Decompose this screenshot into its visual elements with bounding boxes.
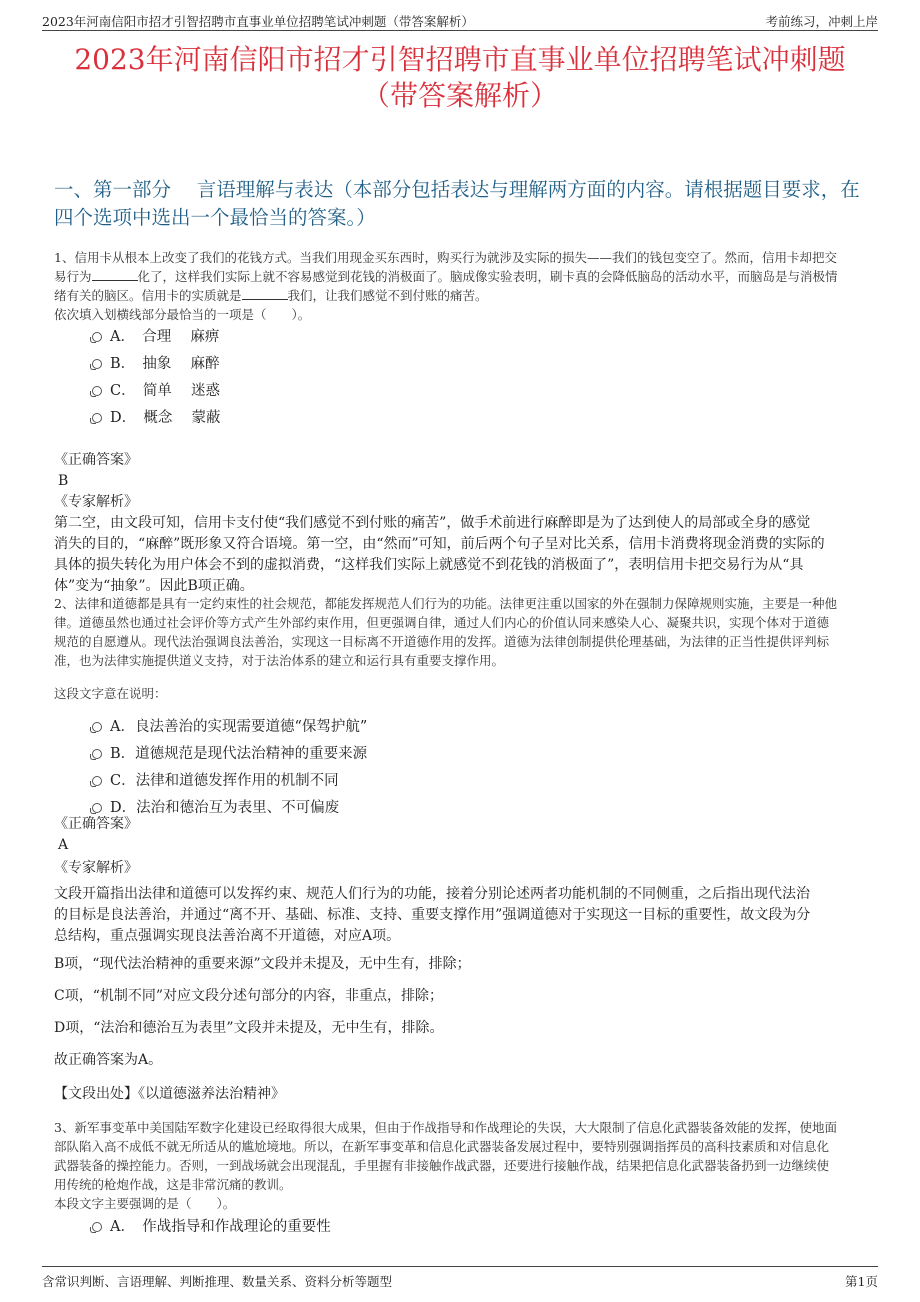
header-slogan: 考前练习，冲刺上岸 [765,14,878,29]
analysis-conclusion: 故正确答案为A。 [54,1052,163,1068]
radio-icon[interactable] [92,749,102,759]
radio-icon[interactable] [92,332,102,342]
q3-line: 用传统的枪炮作战，这是非常沉痛的教训。 [54,1177,292,1192]
q1-line: 绪有关的脑区。信用卡的实质就是 我们，让我们感觉不到付账的痛苦。 [54,288,488,303]
radio-icon[interactable] [92,776,102,786]
question-3-options [92,1214,331,1241]
header-doc-title: 2023年河南信阳市招才引智招聘市直事业单位招聘笔试冲刺题（带答案解析） [42,14,474,29]
answer-value: B [58,473,69,489]
q1-option-c[interactable]: C． 简单 迷惑 [92,378,220,405]
q2-option-d[interactable]: D．法治和德治互为表里、不可偏废 [92,795,367,822]
analysis-option-b: B项，“现代法治精神的重要来源”文段并未提及，无中生有，排除； [54,956,471,972]
q3-prompt: 本段文字主要强调的是（ ）。 [54,1196,236,1211]
question-2-answer [54,814,872,879]
q2-line: 规范的自愿遵从。现代法治强调良法善治，实现这一目标离不开道德作用的发挥。道德为法律创制提供伦理基础，为法律的正当性提供评判标 [54,634,830,649]
document-title [40,42,880,114]
q2-line: 律。道德虽然也通过社会评价等方式产生外部约束作用，但更强调自律，通过人们内心的价值认同来感染人心、凝聚共识，实现个体对于道德 [54,615,830,630]
q3-line: 3、新军事变革中美国陆军数字化建设已经取得很大成果，但由于作战指导和作战理论的失误，大大限制了信息化武器装备效能的发挥，使地面 [54,1120,837,1135]
radio-icon[interactable] [92,803,102,813]
analysis-option-c: C项，“机制不同”对应文段分述句部分的内容，非重点，排除； [54,988,444,1004]
section-heading: 一、第一部分 言语理解与表达（本部分包括表达与理解两方面的内容。请根据题目要求，在四个选项中选出一个最恰当的答案。） [54,178,860,229]
radio-icon[interactable] [92,359,102,369]
analysis-label: 《专家解析》 [54,860,138,876]
question-3-stem [54,1118,872,1213]
q1-line: 易行为 化了，这样我们实际上就不容易感觉到花钱的消极面了。脑成像实验表明，刷卡真的会降低脑岛的活动水平，而脑岛是与消极情 [54,269,838,284]
analysis-line: 的目标是良法善治，并通过“离不开、基础、标准、支持、重要支撑作用”强调道德对于实现这一目标的重要性，故文段为分 [54,907,811,923]
q3-line: 武器装备的操控能力。否则，一到战场就会出现混乱，手里握有非接触作战武器，还要进行接触作战，结果把信息化武器装备扔到一边继续使 [54,1158,830,1173]
answer-label: 《正确答案》 [54,816,138,832]
analysis-line: 体”变为“抽象”。因此B项正确。 [54,578,254,594]
analysis-label: 《专家解析》 [54,494,138,510]
fill-blank [242,287,288,300]
title-line-1: 2023年河南信阳市招才引智招聘市直事业单位招聘笔试冲刺题 [74,43,846,76]
radio-icon[interactable] [92,413,102,423]
q1-option-d[interactable]: D． 概念 蒙蔽 [92,405,220,432]
q2-option-c[interactable]: C．法律和道德发挥作用的机制不同 [92,768,367,795]
q1-prompt: 依次填入划横线部分最恰当的一项是（ ）。 [54,307,311,322]
answer-label: 《正确答案》 [54,452,138,468]
q1-line: 1、信用卡从根本上改变了我们的花钱方式。当我们用现金买东西时，购买行为就涉及实际的损失——我们的钱包变空了。然而，信用卡却把交 [54,250,837,265]
question-1-options [92,324,220,432]
answer-value: A [58,837,69,853]
analysis-line: 第二空，由文段可知，信用卡支付使“我们感觉不到付账的痛苦”，做手术前进行麻醉即是为了达到使人的局部或全身的感觉 [54,515,811,531]
footer-topics: 含常识判断、言语理解、判断推理、数量关系、资料分析等题型 [42,1274,393,1289]
question-1-stem [54,248,872,324]
question-1-answer [54,450,872,597]
question-2-stem [54,594,872,670]
q2-option-b[interactable]: B．道德规范是现代法治精神的重要来源 [92,741,367,768]
radio-icon[interactable] [92,1222,102,1232]
fill-blank [92,268,138,281]
q2-line: 准，也为法律实施提供道义支持，对于法治体系的建立和运行具有重要支撑作用。 [54,653,505,668]
question-2-options [92,714,367,822]
title-line-2: （带答案解析） [361,79,558,112]
q2-line: 2、法律和道德都是具有一定约束性的社会规范，都能发挥规范人们行为的功能。法律更注重以国家的外在强制力保障规则实施，主要是一种他 [54,596,837,611]
question-2-analysis [54,884,872,947]
q1-option-a[interactable]: A． 合理 麻痹 [92,324,220,351]
analysis-line: 文段开篇指出法律和道德可以发挥约束、规范人们行为的功能，接着分别论述两者功能机制的不同侧重，之后指出现代法治 [54,886,810,902]
q2-prompt: 这段文字意在说明： [54,686,167,701]
analysis-option-d: D项，“法治和德治互为表里”文段并未提及，无中生有，排除。 [54,1020,444,1036]
q2-option-a[interactable]: A．良法善治的实现需要道德“保驾护航” [92,714,367,741]
q3-line: 部队陷入高不成低不就无所适从的尴尬境地。所以，在新军事变革和信息化武器装备发展过程中，要特别强调指挥员的高科技素质和对信息化 [54,1139,830,1154]
q1-option-b[interactable]: B． 抽象 麻醉 [92,351,220,378]
q3-option-a[interactable]: A． 作战指导和作战理论的重要性 [92,1214,331,1241]
page-footer [42,1266,878,1291]
analysis-source: 【文段出处】《以道德滋养法治精神》 [54,1086,285,1102]
analysis-line: 具体的损失转化为用户体会不到的虚拟消费，“这样我们实际上就感觉不到花钱的消极面了”，表明信用卡把交易行为从“具 [54,557,804,573]
analysis-line: 总结构，重点强调实现良法善治离不开道德，对应A项。 [54,928,401,944]
page-header [42,8,878,31]
radio-icon[interactable] [92,722,102,732]
analysis-line: 消失的目的，“麻醉”既形象又符合语境。第一空，由“然而”可知，前后两个句子呈对比关系，信用卡消费将现金消费的实际的 [54,536,825,552]
page-number: 第1页 [845,1274,878,1289]
radio-icon[interactable] [92,386,102,396]
